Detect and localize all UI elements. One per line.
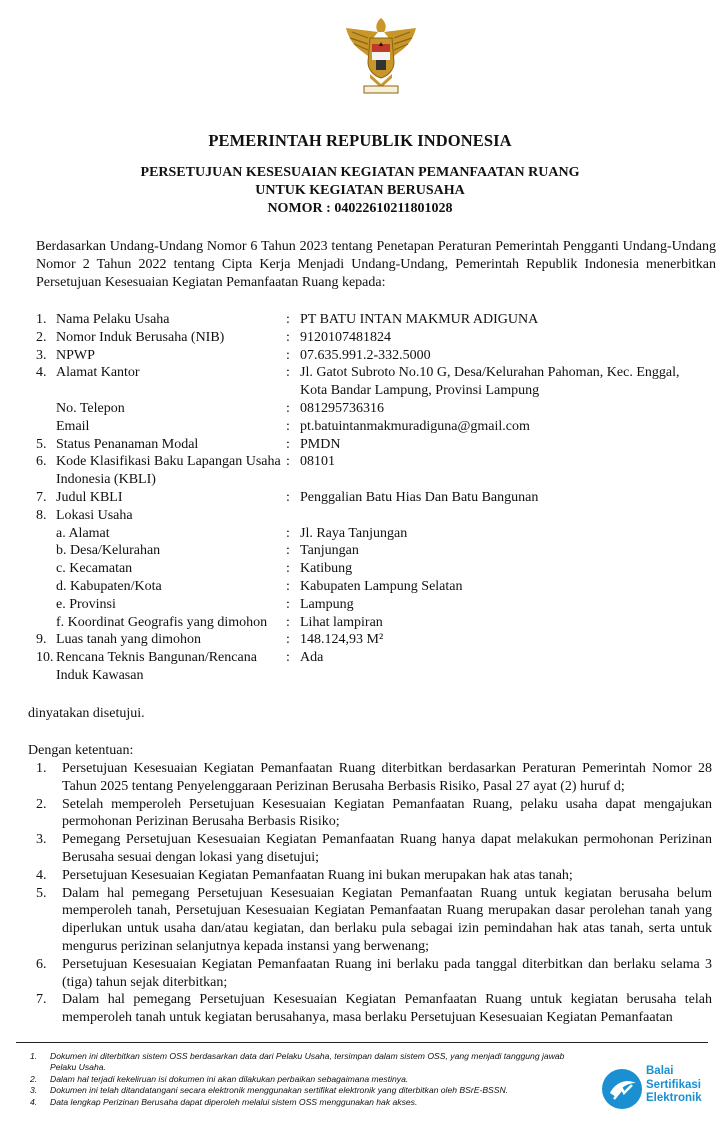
location-label: d. Kabupaten/Kota	[56, 578, 162, 594]
field-label: Luas tanah yang dimohon	[56, 632, 202, 648]
term-item	[28, 991, 712, 1027]
document-title-line-2: UNTUK KEGIATAN BERUSAHA	[255, 183, 465, 198]
location-label: a. Alamat	[56, 525, 110, 541]
term-number: 6.	[36, 956, 47, 972]
field-number: 10.	[36, 650, 54, 666]
term-number: 7.	[36, 992, 47, 1008]
field-colon: :	[286, 596, 290, 612]
term-item	[28, 796, 712, 832]
bsre-wordmark	[646, 1065, 702, 1106]
field-colon: :	[286, 578, 290, 594]
field-colon: :	[286, 329, 290, 345]
field-colon: :	[286, 400, 290, 416]
location-row	[36, 596, 716, 614]
field-colon: :	[286, 454, 290, 470]
term-item	[28, 831, 712, 867]
government-heading: PEMERINTAH REPUBLIK INDONESIA	[208, 131, 512, 150]
terms-list	[28, 760, 712, 1027]
term-item	[28, 760, 712, 796]
terms-heading: Dengan ketentuan:	[28, 743, 134, 758]
applicant-details	[36, 311, 716, 685]
field-colon: :	[286, 614, 290, 630]
term-text: Dalam hal pemegang Persetujuan Kesesuaian Kegiatan Pemanfaatan Ruang untuk kegiatan berusaha belum memperoleh tanah, Persetujuan Kesesuaian Kegiatan Pemanfaatan Ruang merupakan dasar perolehan tanah yang diperlukan untuk usaha dan/atau kegiatan, dan berlaku pula sebagai izin pemindahan hak atas tanah, serta untuk mengurus perizinan selanjutnya kepada instansi yang berwenang;	[62, 885, 712, 954]
location-row	[36, 542, 716, 560]
field-colon: :	[286, 365, 290, 381]
field-number: 3.	[36, 347, 47, 363]
document-title-line-1: PERSETUJUAN KESESUAIAN KEGIATAN PEMANFAATAN RUANG	[140, 165, 580, 180]
term-number: 3.	[36, 832, 47, 848]
field-number: 8.	[36, 507, 47, 523]
field-row	[36, 489, 716, 507]
field-colon: :	[286, 489, 290, 505]
field-row	[36, 649, 716, 685]
note-number: 2.	[30, 1073, 38, 1084]
footer-note	[30, 1051, 590, 1074]
field-row	[36, 329, 716, 347]
field-value: 07.635.991.2-332.5000	[300, 347, 431, 363]
field-number: 6.	[36, 454, 47, 470]
term-item	[28, 956, 712, 992]
document-number: NOMOR : 04022610211801028	[267, 201, 453, 216]
location-value: Jl. Raya Tanjungan	[300, 525, 408, 541]
garuda-emblem-icon	[338, 12, 424, 98]
field-label: NPWP	[56, 347, 95, 363]
footer-notes	[30, 1051, 590, 1108]
field-label: Judul KBLI	[56, 489, 123, 505]
field-value: 9120107481824	[300, 329, 391, 345]
note-number: 1.	[30, 1051, 38, 1061]
term-number: 2.	[36, 796, 47, 812]
field-value: 148.124,93 M²	[300, 632, 384, 648]
field-row	[36, 631, 716, 649]
field-colon: :	[286, 312, 290, 327]
term-item	[28, 867, 712, 885]
field-number: 9.	[36, 632, 47, 648]
footer-note	[30, 1097, 590, 1108]
field-label: Email	[56, 418, 90, 434]
document-footer	[16, 1042, 708, 1143]
field-row	[36, 400, 716, 418]
field-label: Nama Pelaku Usaha	[56, 312, 170, 327]
field-number	[36, 400, 56, 418]
field-row	[36, 311, 716, 329]
term-text: Pemegang Persetujuan Kesesuaian Kegiatan Pemanfaatan Ruang hanya dapat melakukan permohonan Perizinan Berusaha sesuai dengan lokasi yang disetujui;	[62, 832, 712, 865]
field-number: 2.	[36, 329, 47, 345]
note-text: Dokumen ini telah ditandatangani secara elektronik menggunakan sertifikat elektronik yang diterbitkan oleh BSrE-BSSN.	[50, 1085, 509, 1096]
field-value: Penggalian Batu Hias Dan Batu Bangunan	[300, 489, 539, 505]
bsre-line-2: Sertifikasi	[646, 1078, 701, 1091]
field-colon: :	[286, 347, 290, 363]
field-label: Kode Klasifikasi Baku Lapangan Usaha Indonesia (KBLI)	[56, 454, 281, 488]
note-text: Dokumen ini diterbitkan sistem OSS berdasarkan data dari Pelaku Usaha, tersimpan dalam sistem OSS, yang menjadi tanggung jawab Pelaku Usaha.	[50, 1051, 565, 1073]
location-label: f. Koordinat Geografis yang dimohon	[56, 614, 268, 630]
field-row	[36, 364, 716, 400]
field-row	[36, 418, 716, 436]
field-number: 5.	[36, 436, 47, 452]
field-value: PMDN	[300, 436, 341, 452]
field-label: No. Telepon	[56, 400, 125, 416]
field-label: Lokasi Usaha	[56, 507, 133, 523]
term-text: Persetujuan Kesesuaian Kegiatan Pemanfaatan Ruang ini berlaku pada tanggal diterbitkan dan berlaku selama 3 (tiga) tahun sejak diterbitkan;	[62, 956, 712, 990]
footer-note	[30, 1085, 590, 1096]
location-label: e. Provinsi	[56, 596, 116, 612]
field-value: 081295736316	[300, 400, 384, 416]
field-label: Alamat Kantor	[56, 365, 140, 381]
term-number: 4.	[36, 867, 47, 883]
field-colon: :	[286, 436, 290, 452]
field-colon: :	[286, 418, 290, 434]
field-number	[36, 418, 56, 436]
field-value: Jl. Gatot Subroto No.10 G, Desa/Kelurahan Pahoman, Kec. Enggal, Kota Bandar Lampung, Provinsi Lampung	[300, 365, 680, 399]
field-colon: :	[286, 543, 290, 559]
location-row	[36, 525, 716, 543]
field-value: pt.batuintanmakmuradiguna@gmail.com	[300, 418, 530, 434]
field-value: Ada	[300, 650, 324, 666]
field-value: 08101	[300, 454, 335, 470]
location-row	[36, 578, 716, 596]
location-value: Lihat lampiran	[300, 614, 383, 630]
bsre-logo	[600, 1065, 704, 1117]
term-number: 5.	[36, 885, 47, 901]
field-row	[36, 436, 716, 454]
term-number: 1.	[36, 761, 47, 776]
term-text: Setelah memperoleh Persetujuan Kesesuaian Kegiatan Pemanfaatan Ruang, pelaku usaha dapat mengajukan permohonan Perizinan Berusaha Berbasis Risiko;	[62, 796, 712, 830]
bsre-line-1: Balai	[646, 1065, 674, 1077]
field-row	[36, 347, 716, 365]
note-text: Dalam hal terjadi kekeliruan isi dokumen ini akan dilakukan perbaikan sebagaimana mestinya.	[50, 1073, 409, 1084]
location-row	[36, 614, 716, 632]
field-colon: :	[286, 650, 290, 666]
term-item	[28, 885, 712, 956]
location-label: c. Kecamatan	[56, 561, 133, 577]
field-number: 4.	[36, 365, 47, 381]
bsre-line-3: Elektronik	[646, 1092, 702, 1104]
location-value: Kabupaten Lampung Selatan	[300, 578, 463, 594]
location-value: Lampung	[300, 596, 354, 612]
location-row	[36, 560, 716, 578]
field-label: Nomor Induk Berusaha (NIB)	[56, 329, 225, 345]
field-label: Status Penanaman Modal	[56, 436, 199, 452]
intro-paragraph: Berdasarkan Undang-Undang Nomor 6 Tahun 2023 tentang Penetapan Peraturan Pemerintah Pengganti Undang-Undang Nomor 2 Tahun 2022 tentang Cipta Kerja Menjadi Undang-Undang, Pemerintah Republik Indonesia menerbitkan Persetujuan Kesesuaian Kegiatan Pemanfaatan Ruang kepada:	[36, 239, 716, 290]
location-label: b. Desa/Kelurahan	[56, 543, 161, 559]
note-text: Data lengkap Perizinan Berusaha dapat diperoleh melalui sistem OSS menggunakan hak akses.	[50, 1096, 418, 1107]
footer-note	[30, 1074, 590, 1085]
field-colon: :	[286, 632, 290, 648]
note-number: 3.	[30, 1085, 38, 1096]
approval-statement: dinyatakan disetujui.	[28, 706, 145, 721]
location-value: Katibung	[300, 561, 353, 577]
field-number: 1.	[36, 312, 47, 327]
field-colon: :	[286, 525, 290, 541]
bsre-badge-icon	[600, 1067, 644, 1111]
term-text: Persetujuan Kesesuaian Kegiatan Pemanfaatan Ruang diterbitkan berdasarkan Peraturan Pemerintah Nomor 28 Tahun 2025 tentang Penyelenggaraan Perizinan Berusaha Berbasis Risiko, Pasal 27 ayat (2) huruf d;	[62, 761, 712, 794]
term-text: Persetujuan Kesesuaian Kegiatan Pemanfaatan Ruang ini bukan merupakan hak atas tanah;	[62, 867, 573, 883]
term-text: Dalam hal pemegang Persetujuan Kesesuaian Kegiatan Pemanfaatan Ruang untuk kegiatan berusaha telah memperoleh tanah untuk kegiatan berusahanya, masa berlaku Persetujuan Kesesuaian Kegiatan Pemanfaatan	[62, 992, 712, 1026]
location-value: Tanjungan	[300, 543, 359, 559]
note-number: 4.	[30, 1096, 38, 1107]
field-colon: :	[286, 561, 290, 577]
field-label: Rencana Teknis Bangunan/Rencana Induk Kawasan	[56, 650, 257, 683]
field-value: PT BATU INTAN MAKMUR ADIGUNA	[300, 312, 539, 327]
field-number: 7.	[36, 489, 47, 505]
field-row	[36, 453, 716, 489]
field-row	[36, 507, 716, 525]
